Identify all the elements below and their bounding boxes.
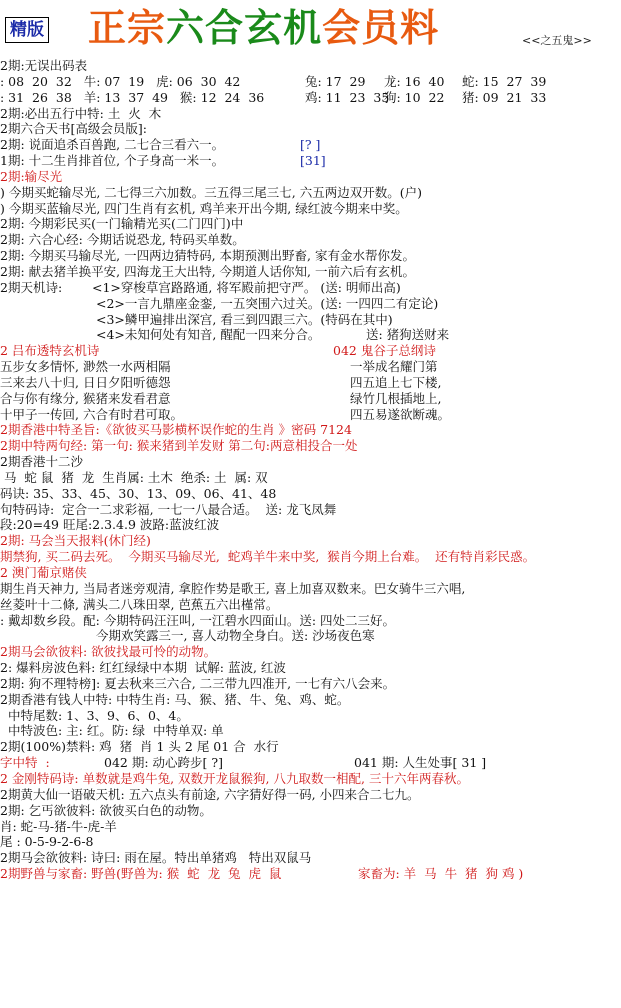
text-line — [0, 137, 621, 153]
text-line — [0, 201, 621, 217]
text-segment: 2期: 今期彩民买(一门输精光买(二门四门)中 — [0, 216, 244, 232]
text-line — [0, 74, 621, 90]
text-line — [0, 739, 621, 755]
text-line — [0, 216, 621, 232]
text-segment: : 08 20 32 牛: 07 19 虎: 06 30 42 — [0, 73, 241, 89]
text-line — [0, 391, 621, 407]
text-segment: 2期香港中特圣旨:《欲彼买马影横杯误作蛇的生肖 》密码 7124 — [0, 422, 352, 438]
text-line — [0, 106, 621, 122]
content-list — [0, 58, 621, 882]
text-segment: 2期:必出五行中特: 土 火 木 — [0, 105, 162, 121]
text-segment: 蛇: 15 27 39 — [462, 73, 547, 89]
text-line — [0, 660, 621, 676]
text-line — [0, 850, 621, 866]
text-line — [0, 375, 621, 391]
text-line — [0, 343, 621, 359]
text-segment: 句特码诗: 定合一二求彩福, 一七一八最合适。 送: 龙飞凤舞 — [0, 501, 337, 517]
text-segment: 今期欢笑露三一, 喜人动物全身白。送: 沙场夜色寒 — [96, 628, 375, 644]
text-segment: 丝菱叶十二條, 满头二八珠田翠, 芭蕉五六出槿常。 — [0, 596, 279, 612]
text-line — [0, 708, 621, 724]
title-char: 宗 — [127, 5, 167, 50]
text-segment: 2期马会欲彼料: 诗曰: 雨在屋。特出单猪鸡 特出双鼠马 — [0, 850, 312, 866]
text-line — [0, 866, 621, 882]
text-segment: 2期天机诗: — [0, 279, 63, 295]
title-char: 正 — [88, 5, 128, 50]
title-char: 员 — [361, 5, 401, 50]
text-segment: : 戴却数乡段。配: 今期特码汪汪叫, 一江碧水四面山。送: 四处二三好。 — [0, 612, 396, 628]
title-char: 会 — [322, 5, 362, 50]
text-segment: 马 蛇 鼠 猪 龙 生肖属: 土木 绝杀: 土 属: 双 — [0, 469, 268, 485]
text-line — [0, 121, 621, 137]
text-line — [0, 454, 621, 470]
text-line — [0, 517, 621, 533]
text-segment: 狗: 10 22 — [384, 89, 445, 105]
text-segment: 2期: 今期买马输尽光, 一四两边猜特码, 本期预测出野畜, 家有金水帮你发。 — [0, 248, 415, 264]
text-segment: 2: 爆料房波色料: 红红绿绿中本期 试解: 蓝波, 红波 — [0, 660, 286, 676]
text-segment: 鸡: 11 23 35 — [305, 89, 390, 105]
text-segment: 尾 : 0-5-9-2-6-8 — [0, 834, 94, 850]
text-segment: 码诀: 35、33、45、30、13、09、06、41、48 — [0, 485, 277, 501]
edition-badge: 精版 — [5, 17, 49, 43]
text-segment: 2期: 狗不理特榜]: 夏去秋来三六合, 二三带九四准开, 一七有六八会来。 — [0, 675, 396, 691]
text-segment: 041 期: 人生处事[ 31 ] — [354, 755, 487, 771]
text-line — [0, 834, 621, 850]
text-segment: 三来去八十归, 日日夕阳听德怨 — [0, 374, 171, 390]
text-line — [0, 280, 621, 296]
text-segment: 期禁狗, 买二码去死。 今期买马输尽光, 蛇鸡羊牛来中奖, 猴肖今期上台难。 还有特肖彩民惑。 — [0, 549, 536, 565]
text-line — [0, 597, 621, 613]
text-segment: <2>一言九鼎座金銮, 一五突围六过关。(送: 一四四二有定论) — [96, 295, 439, 311]
text-line — [0, 359, 621, 375]
header — [0, 0, 621, 58]
text-segment: 五步女多情怀, 渺然一水两相隔 — [0, 359, 171, 375]
text-segment: 一举成名耀门第 — [350, 359, 438, 375]
text-line — [0, 185, 621, 201]
text-line — [0, 438, 621, 454]
text-line — [0, 90, 621, 106]
text-line — [0, 312, 621, 328]
text-segment: 2期黄大仙一语破天机: 五六点头有前途, 六字猜好得一码, 小四来合二七九。 — [0, 786, 420, 802]
text-line — [0, 613, 621, 629]
text-segment: 2 金刚特码诗: 单数就是鸡牛兔, 双数开龙鼠猴狗, 八九取数一相配, 三十六年两春秋。 — [0, 770, 469, 786]
text-line — [0, 787, 621, 803]
text-line — [0, 692, 621, 708]
text-line — [0, 581, 621, 597]
text-segment: [31] — [300, 153, 326, 169]
title-char: 合 — [205, 5, 245, 50]
title-char: 机 — [283, 5, 323, 50]
text-segment: 送: 猪狗送财来 — [366, 327, 450, 343]
text-segment: 2期(100%)禁料: 鸡 猪 肖 1 头 2 尾 01 合 水行 — [0, 739, 279, 755]
text-segment: 四五易遂欲断魂。 — [350, 406, 451, 422]
text-segment: 2期: 说面追杀百兽跑, 二七合三看六一。 — [0, 137, 225, 153]
text-line — [0, 264, 621, 280]
text-segment: 2期: 马会当天报料(休门经) — [0, 533, 151, 549]
text-segment: <3>鳞甲遍排出深宫, 看三到四跟三六。(特码在其中) — [96, 311, 393, 327]
text-line — [0, 153, 621, 169]
text-segment: 2 澳门葡京赌侠 — [0, 565, 87, 580]
text-segment: 2期六合天书[高级会员版]: — [0, 121, 147, 137]
text-segment: 兔: 17 29 — [305, 73, 366, 89]
text-segment: 绿竹几根插地上, — [350, 390, 442, 406]
text-line — [0, 628, 621, 644]
text-segment: 猪: 09 21 33 — [462, 89, 547, 105]
text-line — [0, 296, 621, 312]
text-segment: 四五追上七下楼, — [350, 374, 442, 390]
text-line — [0, 565, 621, 581]
page-title — [88, 4, 439, 52]
text-segment: [? ] — [300, 137, 321, 153]
text-line — [0, 803, 621, 819]
text-line — [0, 502, 621, 518]
title-char: 六 — [166, 5, 206, 50]
text-segment: 中特波色: 主: 红。防: 绿 中特单双: 单 — [0, 723, 224, 739]
text-segment: 042 期: 动心跨步[ ?] — [104, 755, 223, 771]
text-segment: 2期:无误出码表 — [0, 58, 88, 73]
title-char: 玄 — [244, 5, 284, 50]
text-line — [0, 232, 621, 248]
text-segment: <4>未知何处有知音, 醒配一四来分合。 — [96, 327, 321, 343]
text-line — [0, 248, 621, 264]
text-segment: 字中特 : — [0, 755, 50, 771]
text-line — [0, 470, 621, 486]
text-segment: 2期马会欲彼料: 欲彼找最可怜的动物。 — [0, 644, 217, 660]
text-segment: 家畜为: 羊 马 牛 猪 狗 鸡 ) — [358, 866, 524, 882]
text-segment: 中特尾数: 1、3、9、6、0、4。 — [0, 707, 189, 723]
text-line — [0, 819, 621, 835]
text-segment: ) 今期买蓝输尽光, 四门生肖有玄机, 鸡羊来开出今期, 绿红波今期来中奖。 — [0, 200, 408, 216]
text-line — [0, 58, 621, 74]
text-segment: ) 今期买蛇输尽光, 二七得三六加数。三五得三尾三七, 六五两边双开数。(户) — [0, 184, 422, 200]
text-line — [0, 327, 621, 343]
text-segment: 042 鬼谷子总纲诗 — [333, 343, 436, 359]
text-line — [0, 755, 621, 771]
text-line — [0, 644, 621, 660]
text-line — [0, 422, 621, 438]
text-segment: 2期香港有钱人中特: 中特生肖: 马、猴、猪、牛、兔、鸡、蛇。 — [0, 691, 350, 707]
text-segment: 2期: 献去猪羊换平安, 四海龙王大出特, 今期道人话你知, 一前六后有玄机。 — [0, 263, 415, 279]
text-segment: 2期野兽与家畜: 野兽(野兽为: 猴 蛇 龙 兔 虎 鼠 — [0, 866, 282, 882]
text-segment: 2期中特两句经: 第一句: 猴来猪到羊发财 第二句:两意相投合一处 — [0, 438, 358, 454]
text-line — [0, 169, 621, 185]
text-segment: 期生肖天神力, 当局者迷旁观清, 拿腔作势是歌王, 喜上加喜双数来。巴女骑牛三六唱, — [0, 580, 466, 596]
text-segment: 合与你有缘分, 猴猪来发看君意 — [0, 390, 171, 406]
text-line — [0, 723, 621, 739]
title-tag: <<之五鬼>> — [522, 34, 592, 47]
text-segment: 十甲子一传回, 六合有时君可取。 — [0, 406, 183, 422]
title-char: 料 — [400, 5, 440, 50]
text-segment: 2期香港十二沙 — [0, 454, 83, 470]
text-line — [0, 771, 621, 787]
text-segment: 2 吕布透特玄机诗 — [0, 343, 100, 359]
text-segment: 1期: 十二生肖排首位, 个子身高一米一。 — [0, 153, 225, 169]
text-line — [0, 407, 621, 423]
text-segment: 2期: 六合心经: 今期话说恐龙, 特码买单数。 — [0, 232, 245, 248]
text-line — [0, 549, 621, 565]
text-segment: 2期:输尽光 — [0, 168, 63, 184]
text-segment: 肖: 蛇-马-猪-牛-虎-羊 — [0, 818, 117, 834]
text-segment: <1>穿梭草宫路路通, 将军殿前把守严。 (送: 明师出高) — [92, 279, 401, 295]
text-segment: 段:20=49 旺尾:2.3.4.9 波路:蓝波红波 — [0, 517, 220, 533]
text-segment: : 31 26 38 羊: 13 37 49 猴: 12 24 36 — [0, 89, 265, 105]
text-segment: 龙: 16 40 — [384, 73, 445, 89]
text-line — [0, 676, 621, 692]
text-segment: 2期: 乞丐欲彼料: 欲彼买白色的动物。 — [0, 802, 212, 818]
text-line — [0, 533, 621, 549]
text-line — [0, 486, 621, 502]
